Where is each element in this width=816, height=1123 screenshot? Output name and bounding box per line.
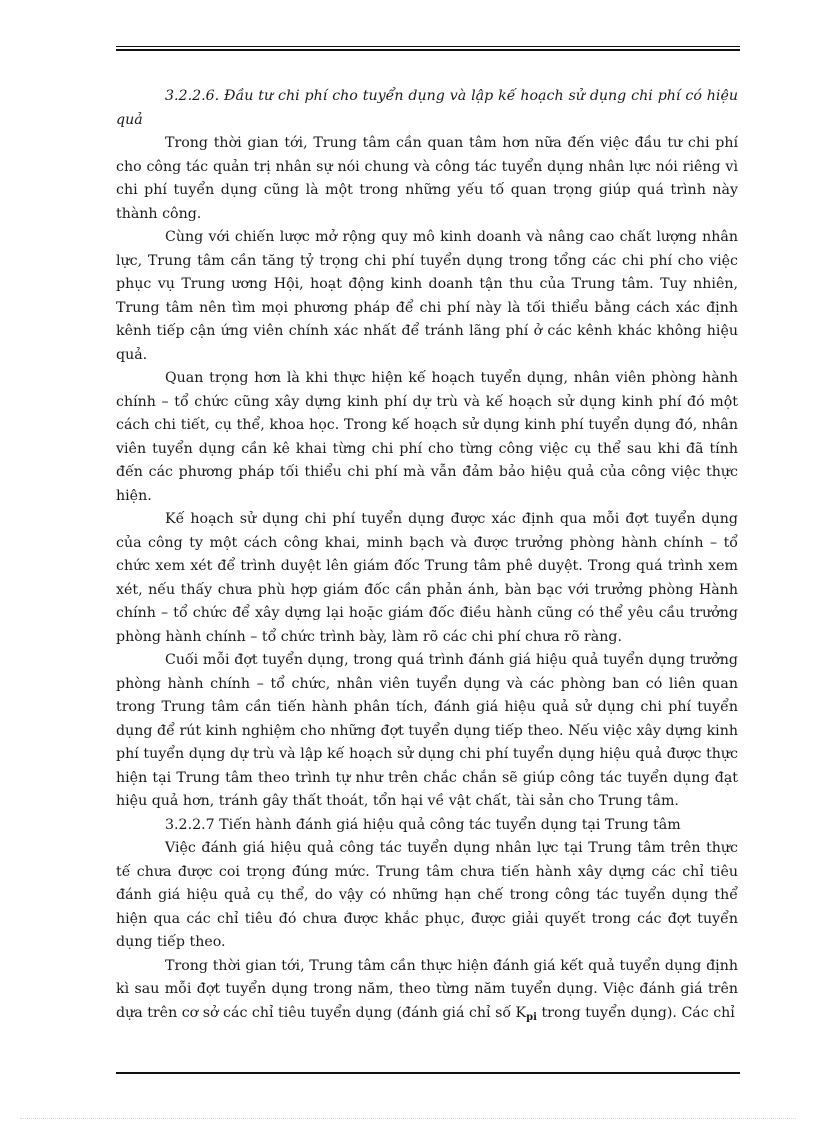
section-heading-3-2-2-6: 3.2.2.6. Đầu tư chi phí cho tuyển dụng và lập kế hoạch sử dụng chi phí có hiệu quả	[116, 88, 738, 128]
paragraph-text-tail: trong tuyển dụng). Các chỉ	[536, 1004, 735, 1021]
paragraph: Quan trọng hơn là khi thực hiện kế hoạch tuyển dụng, nhân viên phòng hành chính – tổ chức cũng xây dựng kinh phí dự trù và kế hoạch sử dụng kinh phí đó một cách chi tiết, cụ thể, khoa học. Trong kế hoạch sử dụng kinh phí tuyển dụng đó, nhân viên tuyển dụng cần kê khai từng chi phí cho từng công việc cụ thể sau khi đã tính đến các phương pháp tối thiểu chi phí mà vẫn đảm bảo hiệu quả của công việc thực hiện.	[116, 370, 738, 504]
paragraph-last	[116, 955, 738, 1026]
page-edge-dots	[20, 1118, 796, 1119]
paragraph: Việc đánh giá hiệu quả công tác tuyển dụng nhân lực tại Trung tâm trên thực tế chưa được coi trọng đúng mức. Trung tâm chưa tiến hành xây dựng các chỉ tiêu đánh giá hiệu quả cụ thể, do vậy có những hạn chế trong công tác tuyển dụng thể hiện qua các chỉ tiêu đó chưa được khắc phục, được giải quyết trong các đợt tuyển dụng tiếp theo.	[116, 840, 738, 950]
paragraph-text: Trong thời gian tới, Trung tâm cần thực hiện đánh giá kết quả tuyển dụng định kì sau mỗi đợt tuyển dụng trong năm, theo từng năm tuyển dụng. Việc đánh giá trên dựa trên cơ sở các chỉ tiêu tuyển dụng (đánh giá chỉ số K	[116, 957, 738, 1021]
document-body	[116, 85, 738, 1025]
paragraph: Kế hoạch sử dụng chi phí tuyển dụng được xác định qua mỗi đợt tuyển dụng của công ty một cách công khai, minh bạch và được trưởng phòng hành chính – tổ chức xem xét để trình duyệt lên giám đốc Trung tâm phê duyệt. Trong quá trình xem xét, nếu thấy chưa phù hợp giám đốc cần phản ánh, bàn bạc với trưởng phòng Hành chính – tổ chức để xây dựng lại hoặc giám đốc điều hành cũng có thể yêu cầu trưởng phòng hành chính – tổ chức trình bày, làm rõ các chi phí chưa rõ ràng.	[116, 511, 738, 645]
footer-rule	[116, 1072, 740, 1074]
kpi-subscript: pi	[526, 1011, 537, 1023]
paragraph: Cùng với chiến lược mở rộng quy mô kinh doanh và nâng cao chất lượng nhân lực, Trung tâm cần tăng tỷ trọng chi phí tuyển dụng trong tổng các chi phí cho việc phục vụ Trung ương Hội, hoạt động kinh doanh tận thu của Trung tâm. Tuy nhiên, Trung tâm nên tìm mọi phương pháp để chi phí này là tối thiểu bằng cách xác định kênh tiếp cận ứng viên chính xác nhất để tránh lãng phí ở các kênh khác không hiệu quả.	[116, 229, 738, 363]
paragraph: Trong thời gian tới, Trung tâm cần quan tâm hơn nữa đến việc đầu tư chi phí cho công tác quản trị nhân sự nói chung và công tác tuyển dụng nhân lực nói riêng vì chi phí tuyển dụng cũng là một trong những yếu tố quan trọng giúp quá trình này thành công.	[116, 135, 738, 222]
section-heading-3-2-2-7: 3.2.2.7 Tiến hành đánh giá hiệu quả công tác tuyển dụng tại Trung tâm	[165, 816, 681, 833]
paragraph: Cuối mỗi đợt tuyển dụng, trong quá trình đánh giá hiệu quả tuyển dụng trưởng phòng hành chính – tổ chức, nhân viên tuyển dụng và các phòng ban có liên quan trong Trung tâm cần tiến hành phân tích, đánh giá hiệu quả sử dụng chi phí tuyển dụng để rút kinh nghiệm cho những đợt tuyển dụng tiếp theo. Nếu việc xây dựng kinh phí tuyển dụng dự trù và lập kế hoạch sử dụng chi phí tuyển dụng hiệu quả được thực hiện tại Trung tâm theo trình tự như trên chắc chắn sẽ giúp công tác tuyển dụng đạt hiệu quả hơn, tránh gây thất thoát, tổn hại về vật chất, tài sản cho Trung tâm.	[116, 652, 738, 809]
header-rule	[116, 46, 740, 51]
